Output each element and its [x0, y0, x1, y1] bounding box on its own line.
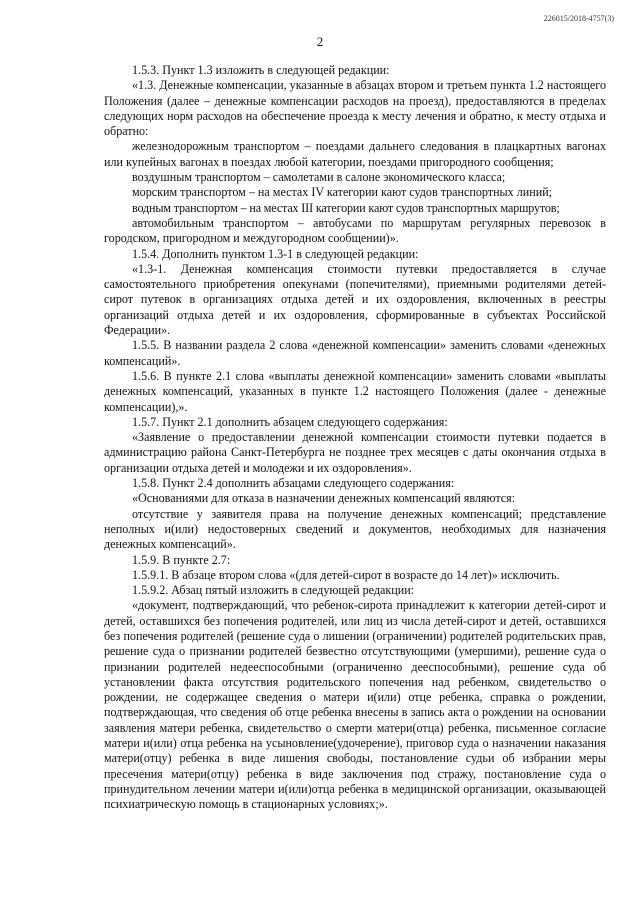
paragraph: «1.3. Денежные компенсации, указанные в абзацах втором и третьем пункта 1.2 настоящего Положения (далее – денежные компенсации расходов на проезд), предоставляются в пределах следующих норм расходов на обеспечение проезда к месту лечения и обратно, к месту отдыха и обратно:: [104, 78, 606, 139]
paragraph: 1.5.8. Пункт 2.4 дополнить абзацами следующего содержания:: [132, 476, 455, 491]
paragraph: 1.5.7. Пункт 2.1 дополнить абзацем следующего содержания:: [132, 414, 448, 429]
document-number: 226015/2018-4757(3): [543, 14, 614, 23]
paragraph: «Заявление о предоставлении денежной компенсации стоимости путевки подается в администрацию района Санкт-Петербурга не позднее трех месяцев с даты окончания отдыха в организации отдыха детей и молодежи и их оздоровления».: [104, 430, 606, 475]
paragraph: железнодорожным транспортом – поездами дальнего следования в плацкартных вагонах или купейных вагонах в поездах любой категории, поездами пригородного сообщения;: [104, 139, 606, 169]
paragraph: автомобильным транспортом – автобусами по маршрутам регулярных перевозок в городском, пригородном и междугородном сообщении)».: [104, 215, 606, 246]
paragraph: 1.5.9. В пункте 2.7:: [132, 552, 231, 567]
paragraph: 1.5.3. Пункт 1.3 изложить в следующей редакции:: [132, 63, 390, 77]
paragraph: «1.3-1. Денежная компенсация стоимости путевки предоставляется в случае самостоятельного приобретения опекунами (попечителями), приемными родителями детей-сирот путевок в организациях отдыха детей и их оздоровления, включенных в реестры организаций отдыха детей и их оздоровления, сформированные в субъектах Российской Федерации».: [104, 261, 606, 338]
page-number: 2: [316, 34, 324, 49]
document-body: [104, 63, 606, 813]
paragraph: водным транспортом – на местах III категории кают судов транспортных маршрутов;: [132, 200, 560, 215]
paragraph: «документ, подтверждающий, что ребенок-сирота принадлежит к категории детей-сирот и детей, оставшихся без попечения родителей, или лиц из числа детей-сирот и детей, оставшихся без попечения родителей (решение суда о лишении (ограничении) родителей родительских прав, решение суда о признании родителей безвестно отсутствующими (умершими), решение суда о признании родителей недееспособными (ограниченно дееспособными), решение суда об установлении факта отсутствия родительского попечения над ребенком, свидетельство о рождении, не содержащее сведения о матери и(или) отце ребенка, справка о рождении, подтверждающая, что сведения об отце ребенка внесены в запись акта о рождении на основании заявления матери ребенка, свидетельство о смерти матери(отца) ребенка, письменное согласие матери и(или) отца ребенка на усыновление(удочерение), приговор суда о назначении наказания матери(отцу) ребенка в виде лишения свободы, постановление судьи об избрании меры пресечения матери(отцу) ребенка в виде заключения под стражу, постановление суда о принудительном лечении матери и(или)отца ребенка в медицинской организации, оказывающей психиатрическую помощь в стационарных условиях;».: [104, 598, 606, 812]
paragraph: «Основаниями для отказа в назначении денежных компенсаций являются:: [132, 491, 516, 506]
paragraph: отсутствие у заявителя права на получение денежных компенсаций; представление неполных и(или) недостоверных сведений и документов, необходимых для назначения денежных компенсаций».: [104, 506, 606, 552]
paragraph: морским транспортом – на местах IV категории кают судов транспортных линий;: [132, 185, 553, 200]
paragraph: 1.5.6. В пункте 2.1 слова «выплаты денежной компенсации» заменить словами «выплаты денежных компенсаций, указанных в пункте 1.2 настоящего Положения (далее - денежные компенсации),».: [104, 368, 606, 414]
paragraph: 1.5.9.2. Абзац пятый изложить в следующей редакции:: [132, 583, 415, 598]
paragraph: 1.5.5. В названии раздела 2 слова «денежной компенсации» заменить словами «денежных компенсаций».: [104, 338, 606, 368]
paragraph: воздушным транспортом – самолетами в салоне экономического класса;: [132, 170, 506, 185]
paragraph: 1.5.9.1. В абзаце втором слова «(для детей-сирот в возрасте до 14 лет)» исключить.: [132, 567, 560, 582]
paragraph: 1.5.4. Дополнить пунктом 1.3-1 в следующей редакции:: [132, 246, 419, 261]
